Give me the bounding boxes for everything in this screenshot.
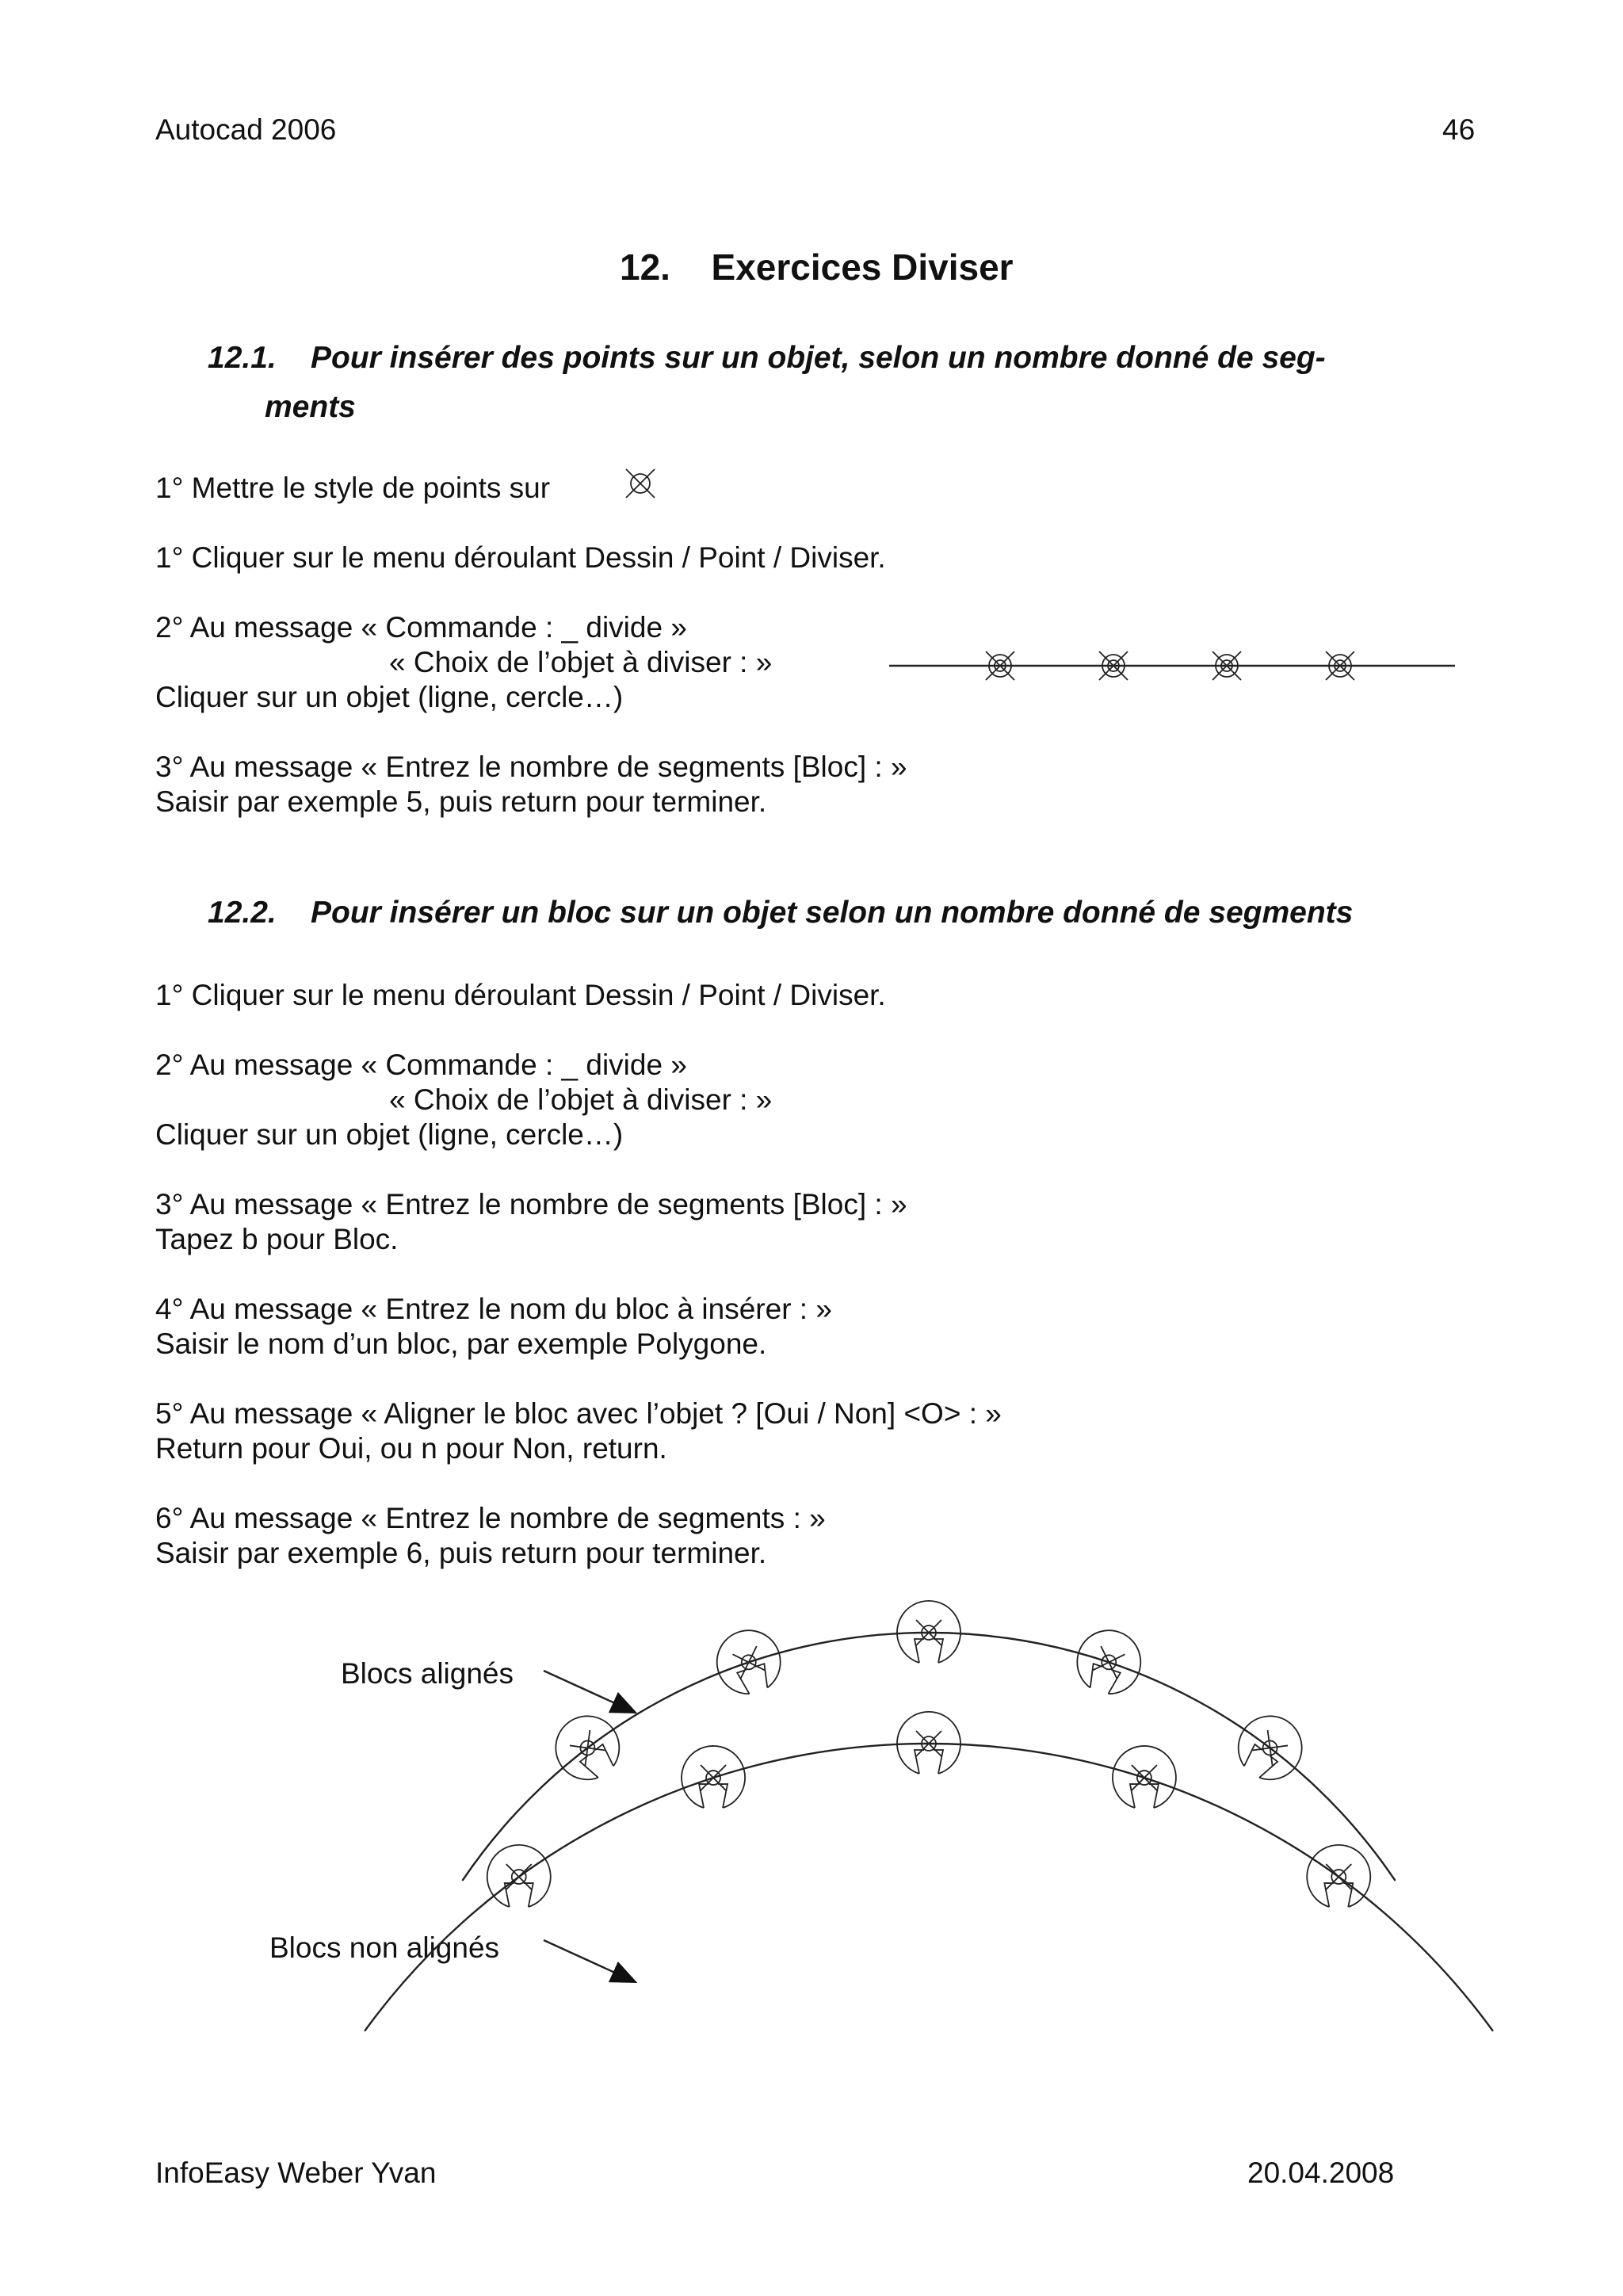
s1-step2-line1: 2° Au message « Commande : _ divide » [155,611,687,644]
s2-step1: 1° Cliquer sur le menu déroulant Dessin / Point / Diviser. [155,979,886,1011]
s2-step4-line2: Saisir le nom d’un bloc, par exemple Polygone. [155,1328,767,1360]
section-1-number: 12.1. [208,341,277,375]
s2-step5-line2: Return pour Oui, ou n pour Non, return. [155,1432,667,1465]
s2-step4-line1: 4° Au message « Entrez le nom du bloc à insérer : » [155,1293,832,1325]
division-block-icon [897,1712,960,1774]
s1-step3-line1: 3° Au message « Entrez le nombre de segments [Bloc] : » [155,751,907,783]
division-block-icon [1113,1746,1176,1808]
page-number: 46 [1442,113,1476,146]
s1-step-style: 1° Mettre le style de points sur [155,472,551,504]
s1-step1: 1° Cliquer sur le menu déroulant Dessin / Point / Diviser. [155,541,886,574]
division-block-icon [897,1601,960,1663]
division-block-icon [543,1703,631,1791]
s2-step3-line2: Tapez b pour Bloc. [155,1223,399,1255]
s2-step3-line1: 3° Au message « Entrez le nombre de segments [Bloc] : » [155,1188,907,1221]
arc-curve [365,1744,1493,2031]
section-2-number: 12.2. [208,896,277,930]
division-block-icon [682,1746,745,1808]
division-block-icon [1227,1703,1315,1791]
s2-step6-line2: Saisir par exemple 6, puis return pour terminer. [155,1537,767,1569]
division-block-icon [1069,1622,1149,1702]
footer-date: 20.04.2008 [1247,2157,1395,2189]
title-number: 12. [620,246,670,288]
s1-step3-line2: Saisir par exemple 5, puis return pour terminer. [155,785,767,818]
arrow-aligned [544,1671,634,1712]
section-1-title-line1: Pour insérer des points sur un objet, selon un nombre donné de seg- [311,341,1326,375]
label-aligned-blocks: Blocs alignés [341,1657,514,1690]
arc-curve [462,1633,1395,1881]
s1-step2-line2: « Choix de l’objet à diviser : » [389,646,773,678]
s2-step6-line1: 6° Au message « Entrez le nombre de segments : » [155,1502,826,1534]
header-title: Autocad 2006 [155,113,337,146]
s1-step2-line3: Cliquer sur un objet (ligne, cercle…) [155,681,624,713]
arrow-non-aligned [544,1940,634,1981]
division-block-icon [1307,1845,1370,1907]
footer-author: InfoEasy Weber Yvan [155,2157,437,2189]
s2-step2-line1: 2° Au message « Commande : _ divide » [155,1049,687,1081]
s2-step5-line1: 5° Au message « Aligner le bloc avec l’objet ? [Oui / Non] <O> : » [155,1397,1002,1430]
title-text: Exercices Diviser [711,246,1014,288]
section-1-title-line2: ments [265,390,356,424]
s2-step2-line2: « Choix de l’objet à diviser : » [389,1083,773,1116]
aligned-arc-group [462,1601,1395,1881]
label-non-aligned-blocks: Blocs non alignés [269,1931,500,1964]
section-2-title: Pour insérer un bloc sur un objet selon un nombre donné de segments [311,896,1354,930]
division-block-icon [487,1845,551,1907]
s2-step2-line3: Cliquer sur un objet (ligne, cercle…) [155,1118,624,1151]
division-block-icon [708,1622,789,1702]
non-aligned-arc-group [365,1712,1493,2031]
